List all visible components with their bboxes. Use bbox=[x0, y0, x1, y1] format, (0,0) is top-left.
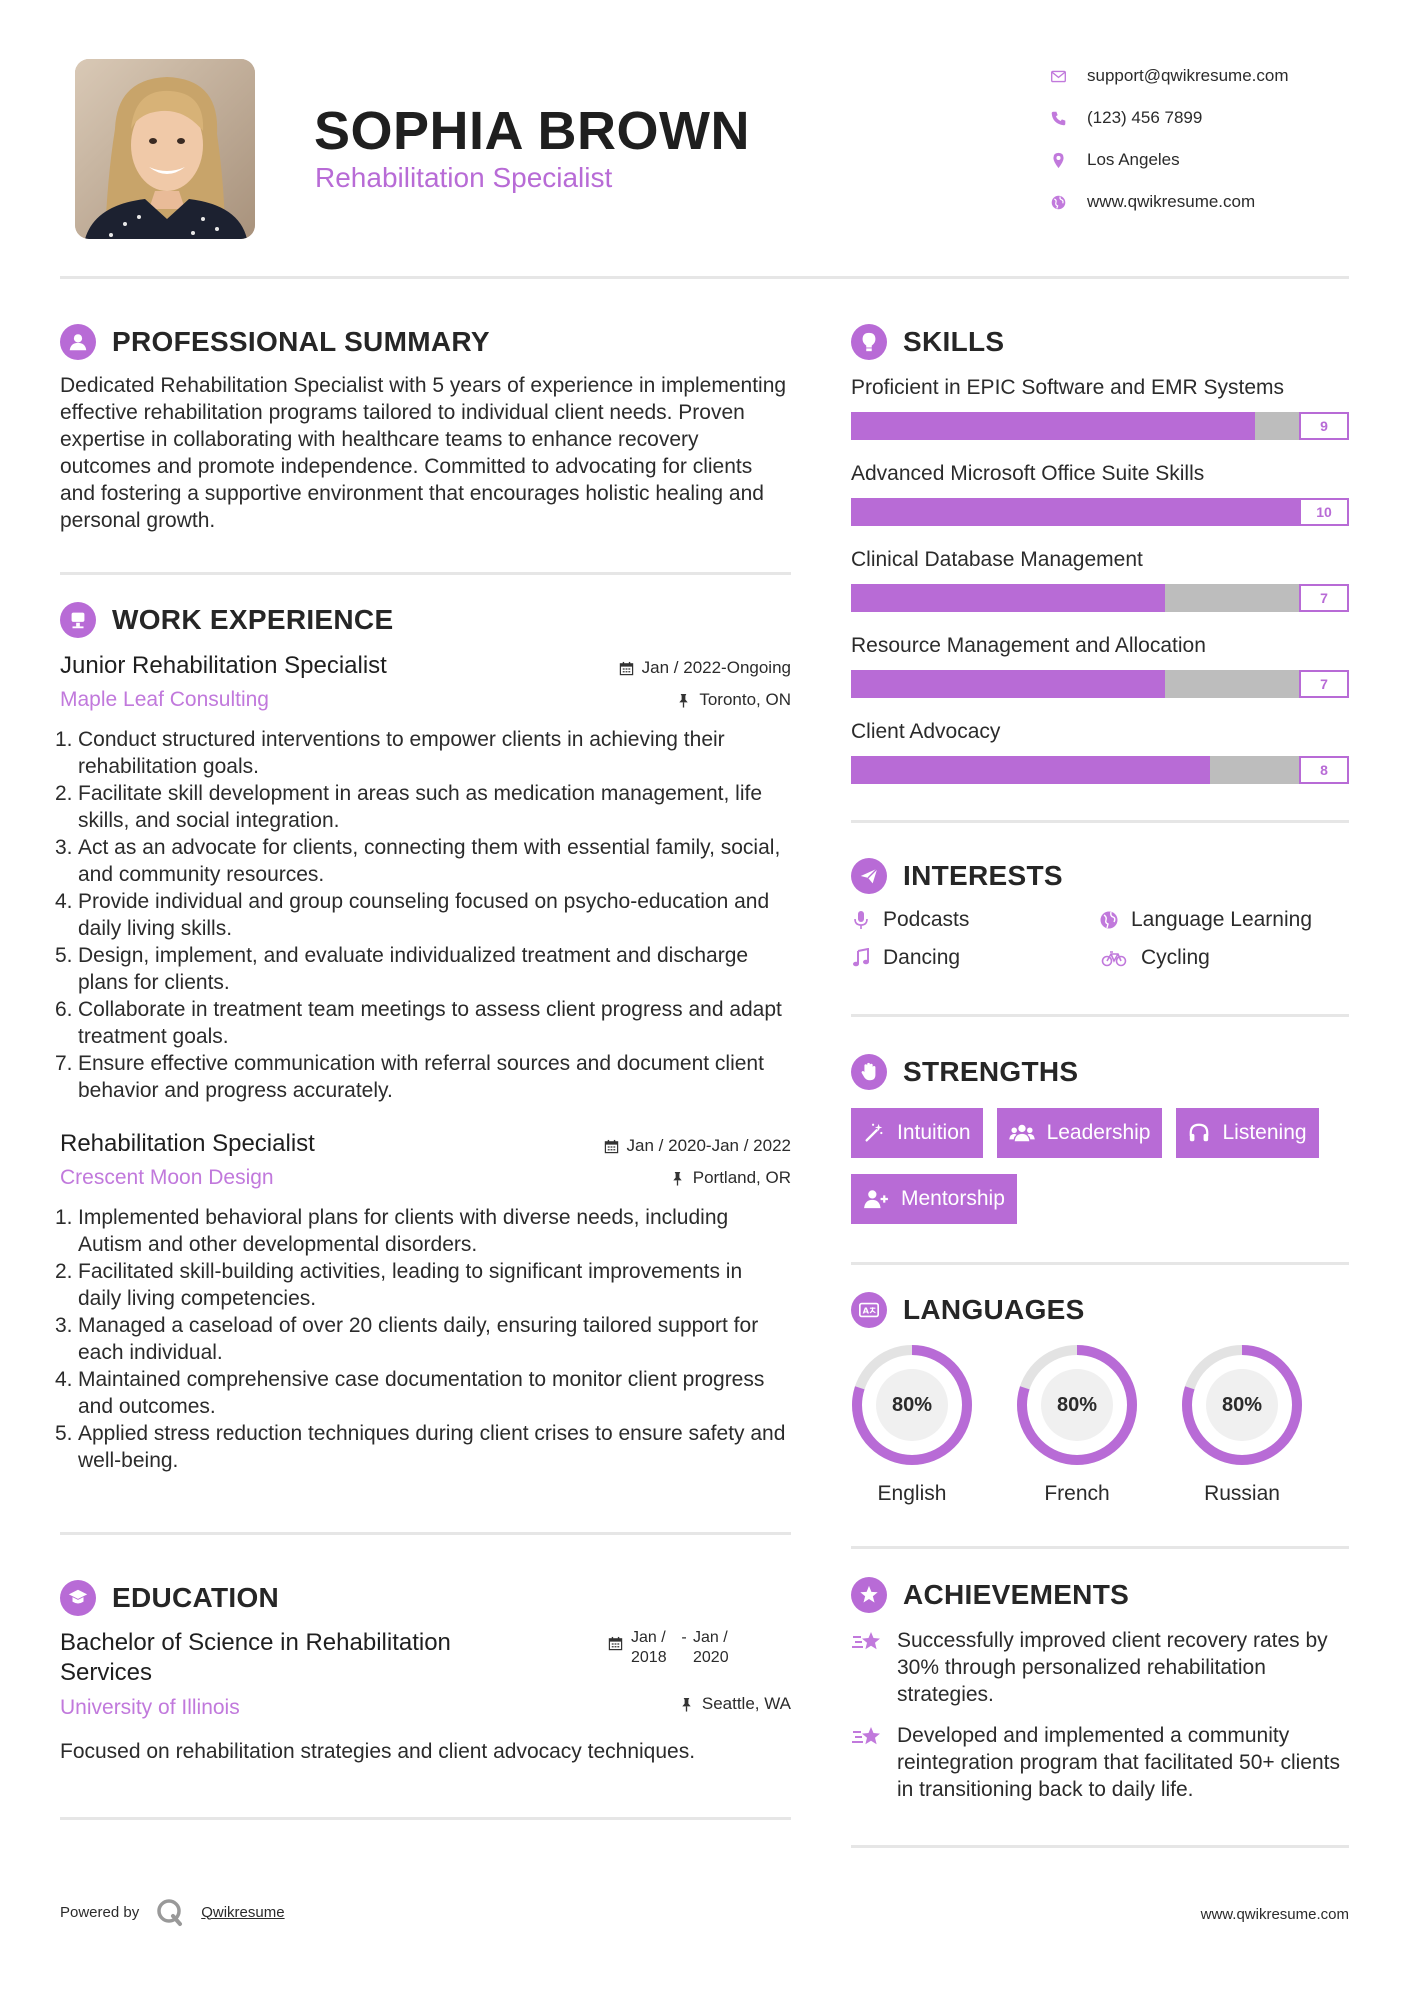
interest-item: Language Learning bbox=[1099, 908, 1349, 932]
skill-bar-segment bbox=[896, 756, 941, 784]
education-date-start: Jan / 2018 bbox=[631, 1629, 667, 1666]
language-ring bbox=[1181, 1344, 1303, 1466]
skill-bar-segment bbox=[1030, 584, 1075, 612]
interests-list bbox=[851, 908, 1349, 970]
contact-website-text: www.qwikresume.com bbox=[1087, 192, 1256, 211]
list-item: 5. Applied stress reduction techniques during client crises to ensure safety and well-being. bbox=[55, 1422, 786, 1472]
job-title: Junior Rehabilitation Specialist bbox=[60, 652, 387, 679]
contact-phone-text: (123) 456 7899 bbox=[1087, 108, 1203, 127]
skill-score: 7 bbox=[1299, 584, 1349, 612]
education-location: Seattle, WA bbox=[679, 1694, 791, 1714]
achievements-section bbox=[851, 1577, 1349, 1848]
contact-location-text: Los Angeles bbox=[1087, 150, 1180, 169]
interest-item: Podcasts bbox=[851, 908, 1099, 932]
skills-title-text: SKILLS bbox=[903, 326, 1005, 357]
languages-title-text: LANGUAGES bbox=[903, 1294, 1085, 1325]
skill-label: Proficient in EPIC Software and EMR Systems bbox=[851, 376, 1284, 399]
language-ring bbox=[1016, 1344, 1138, 1466]
skill-bar-segment bbox=[1165, 412, 1210, 440]
phone-icon bbox=[1050, 110, 1067, 127]
interest-item: Dancing bbox=[851, 946, 1099, 970]
education-divider bbox=[60, 1817, 791, 1820]
qwikresume-logo-icon bbox=[155, 1897, 185, 1927]
language-name: Russian bbox=[1204, 1482, 1280, 1505]
skill-bar-segment bbox=[941, 756, 986, 784]
skill-bar-segment bbox=[1075, 498, 1120, 526]
list-item: 1. Implemented behavioral plans for clients with diverse needs, including Autism and other developmental disorders. bbox=[55, 1206, 729, 1256]
skill-bar-segment bbox=[985, 584, 1030, 612]
list-item: 5. Design, implement, and evaluate individualized treatment and discharge plans for clients. bbox=[55, 944, 749, 994]
summary-title bbox=[60, 324, 791, 360]
work-divider bbox=[60, 1532, 791, 1535]
skill-bar-segment bbox=[1254, 584, 1299, 612]
degree-title: Bachelor of Science in Rehabilitation Services bbox=[60, 1629, 451, 1686]
skill-bar bbox=[851, 498, 1349, 526]
skill-bar-segment bbox=[1165, 498, 1210, 526]
languages-divider bbox=[851, 1546, 1349, 1549]
skill-bar-segment bbox=[985, 412, 1030, 440]
skills-section bbox=[851, 324, 1349, 823]
language-percent: 80% bbox=[891, 1393, 933, 1416]
education-date-end: Jan / 2020 bbox=[693, 1629, 729, 1666]
interests-section bbox=[851, 858, 1349, 1017]
globe-icon bbox=[1050, 194, 1067, 211]
language-ring bbox=[851, 1344, 973, 1466]
job-title: Rehabilitation Specialist bbox=[60, 1130, 315, 1157]
achievement-item: Developed and implemented a community reintegration program that facilitated 50+ clients in transitioning back to daily life. bbox=[851, 1722, 1349, 1803]
skill-bar-segment bbox=[896, 498, 941, 526]
calendar-icon bbox=[604, 1139, 619, 1154]
skill-bar-segment bbox=[1209, 584, 1254, 612]
strengths-divider bbox=[851, 1262, 1349, 1265]
skill-bar-segment bbox=[1120, 670, 1165, 698]
interests-title-text: INTERESTS bbox=[903, 860, 1063, 891]
skill-bar bbox=[851, 756, 1349, 784]
magic-wand-icon bbox=[863, 1122, 885, 1144]
language-percent: 80% bbox=[1221, 1393, 1263, 1416]
education-title-text: EDUCATION bbox=[112, 1582, 280, 1613]
profile-photo bbox=[75, 59, 255, 239]
translate-icon bbox=[851, 1292, 887, 1328]
footer-url[interactable]: www.qwikresume.com bbox=[1200, 1906, 1349, 1923]
skill-bar-segment bbox=[1254, 756, 1299, 784]
skill-bar bbox=[851, 670, 1349, 698]
skill-bar-segment bbox=[1209, 498, 1254, 526]
list-item: 3. Act as an advocate for clients, connecting them with essential family, social, and community resources. bbox=[55, 836, 781, 886]
job-company: Crescent Moon Design bbox=[60, 1166, 274, 1189]
skill-label: Advanced Microsoft Office Suite Skills bbox=[851, 462, 1205, 485]
skill-bar-segment bbox=[1075, 412, 1120, 440]
skill-bar-segment bbox=[1120, 412, 1165, 440]
summary-title-text: PROFESSIONAL SUMMARY bbox=[112, 326, 490, 357]
footer-branding bbox=[60, 1897, 285, 1927]
job-date: Jan / 2020-Jan / 2022 bbox=[604, 1136, 791, 1156]
achievements-list bbox=[851, 1627, 1349, 1803]
skill-bar-segment bbox=[896, 412, 941, 440]
languages-list bbox=[851, 1344, 1349, 1506]
skill-bar-segment bbox=[1209, 670, 1254, 698]
paper-plane-icon bbox=[851, 858, 887, 894]
skill-bar-segment bbox=[851, 498, 896, 526]
list-item: 2. Facilitate skill development in areas such as medication management, life skills, and social integration. bbox=[55, 782, 763, 832]
contact-location bbox=[1050, 139, 1380, 181]
pushpin-icon bbox=[676, 693, 691, 708]
skill-item bbox=[851, 718, 1349, 784]
candidate-name: SOPHIA BROWN bbox=[314, 101, 750, 161]
skill-bar-segment bbox=[985, 670, 1030, 698]
shooting-star-icon bbox=[851, 1724, 883, 1752]
strength-tag: Listening bbox=[1176, 1108, 1318, 1158]
skill-item bbox=[851, 374, 1349, 440]
contact-phone[interactable] bbox=[1050, 97, 1380, 139]
skill-bar-segment bbox=[1030, 670, 1075, 698]
svg-text:A: A bbox=[862, 1305, 870, 1316]
skill-label: Clinical Database Management bbox=[851, 548, 1143, 571]
languages-section bbox=[851, 1292, 1349, 1549]
skill-label: Resource Management and Allocation bbox=[851, 634, 1206, 657]
skill-bar-segment bbox=[1030, 412, 1075, 440]
list-item: 1. Conduct structured interventions to empower clients in achieving their rehabilitation goals. bbox=[55, 728, 725, 778]
contact-website[interactable] bbox=[1050, 181, 1380, 223]
interest-item: Cycling bbox=[1099, 946, 1349, 970]
list-item: 6. Collaborate in treatment team meetings to assess client progress and adapt treatment goals. bbox=[55, 998, 782, 1048]
profile-photo-image bbox=[75, 59, 255, 239]
location-pin-icon bbox=[1050, 152, 1067, 169]
skill-bar-segment bbox=[1075, 756, 1120, 784]
achievements-title bbox=[851, 1577, 1349, 1613]
achievements-divider bbox=[851, 1845, 1349, 1848]
list-item: 4. Maintained comprehensive case documentation to monitor client progress and outcomes. bbox=[55, 1368, 765, 1418]
skill-bar bbox=[851, 584, 1349, 612]
skill-bar-segment bbox=[1254, 412, 1299, 440]
interests-title bbox=[851, 858, 1349, 894]
job-company: Maple Leaf Consulting bbox=[60, 688, 269, 711]
job-1 bbox=[55, 652, 791, 1104]
skill-item bbox=[851, 460, 1349, 526]
job-date: Jan / 2022-Ongoing bbox=[619, 658, 791, 678]
mail-icon bbox=[1050, 68, 1067, 85]
skill-bar-segment bbox=[985, 498, 1030, 526]
users-icon bbox=[1009, 1122, 1035, 1144]
contact-email-text: support@qwikresume.com bbox=[1087, 66, 1289, 85]
summary-text: Dedicated Rehabilitation Specialist with 5 years of experience in implementing effective rehabilitation programs tailored to individual client needs. Proven expertise in collaborating with healthcare teams to enhance recovery outcomes and promote independence. Committed to advocating for clients and fostering a supportive environment that encourages holistic healing and personal growth. bbox=[60, 374, 787, 532]
job-location: Portland, OR bbox=[670, 1168, 791, 1188]
skill-bar-segment bbox=[1075, 670, 1120, 698]
list-item: 7. Ensure effective communication with referral sources and document client behavior and progress accurately. bbox=[55, 1052, 764, 1102]
skill-bar-segment bbox=[941, 670, 986, 698]
skill-bar bbox=[851, 412, 1349, 440]
star-badge-icon bbox=[851, 1577, 887, 1613]
achievement-item: Successfully improved client recovery rates by 30% through personalized rehabilitation strategies. bbox=[851, 1627, 1349, 1708]
strengths-section bbox=[851, 1054, 1349, 1265]
skill-bar-segment bbox=[1030, 756, 1075, 784]
interests-divider bbox=[851, 1014, 1349, 1017]
user-plus-icon bbox=[863, 1188, 889, 1210]
skill-bar-segment bbox=[1120, 756, 1165, 784]
skill-bar-segment bbox=[851, 756, 896, 784]
skill-item bbox=[851, 632, 1349, 698]
list-item: 4. Provide individual and group counseling focused on psycho-education and daily living skills. bbox=[55, 890, 770, 940]
shooting-star-icon bbox=[851, 1629, 883, 1657]
skill-bar-segment bbox=[851, 670, 896, 698]
summary-divider bbox=[60, 572, 791, 575]
skills-list bbox=[851, 374, 1349, 784]
calendar-icon bbox=[619, 661, 634, 676]
job-duties bbox=[55, 726, 791, 1104]
graduation-icon bbox=[60, 1580, 96, 1616]
strength-tag: Leadership bbox=[997, 1108, 1163, 1158]
list-item: 3. Managed a caseload of over 20 clients daily, ensuring tailored support for each individual. bbox=[55, 1314, 759, 1364]
language-item bbox=[851, 1344, 1016, 1506]
job-2 bbox=[55, 1130, 791, 1474]
skill-bar-segment bbox=[1165, 670, 1210, 698]
school-name: University of Illinois bbox=[60, 1696, 240, 1719]
candidate-role: Rehabilitation Specialist bbox=[315, 162, 613, 193]
skill-bar-segment bbox=[1165, 756, 1210, 784]
skill-bar-segment bbox=[941, 584, 986, 612]
achievements-title-text: ACHIEVEMENTS bbox=[903, 1579, 1130, 1610]
headphones-icon bbox=[1188, 1122, 1210, 1144]
education-title bbox=[60, 1580, 791, 1616]
skill-bar-segment bbox=[941, 498, 986, 526]
header-divider bbox=[60, 276, 1349, 279]
work-title-text: WORK EXPERIENCE bbox=[112, 604, 394, 635]
skill-bar-segment bbox=[1209, 412, 1254, 440]
strengths-list bbox=[851, 1108, 1349, 1224]
skill-bar-segment bbox=[896, 584, 941, 612]
strengths-title-text: STRENGTHS bbox=[903, 1056, 1079, 1087]
briefcase-icon bbox=[60, 602, 96, 638]
skill-bar-segment bbox=[1030, 498, 1075, 526]
pushpin-icon bbox=[670, 1171, 685, 1186]
skill-score: 9 bbox=[1299, 412, 1349, 440]
skill-bar-segment bbox=[896, 670, 941, 698]
list-item: 2. Facilitated skill-building activities, leading to significant improvements in daily living competencies. bbox=[55, 1260, 743, 1310]
language-name: English bbox=[877, 1482, 947, 1505]
skill-score: 10 bbox=[1299, 498, 1349, 526]
skill-bar-segment bbox=[1254, 670, 1299, 698]
skill-bar-segment bbox=[941, 412, 986, 440]
language-item bbox=[1016, 1344, 1181, 1506]
education-section bbox=[60, 1580, 791, 1820]
contact-email[interactable] bbox=[1050, 55, 1380, 97]
summary-section bbox=[60, 324, 791, 575]
pushpin-icon bbox=[679, 1697, 694, 1712]
skill-bar-segment bbox=[851, 584, 896, 612]
skills-title bbox=[851, 324, 1349, 360]
skill-bar-segment bbox=[1209, 756, 1254, 784]
skill-bar-segment bbox=[1120, 498, 1165, 526]
contact-list bbox=[1050, 55, 1380, 223]
education-dates: Jan / 2018 - Jan / 2020 bbox=[608, 1628, 737, 1668]
education-description: Focused on rehabilitation strategies and client advocacy techniques. bbox=[60, 1740, 696, 1763]
calendar-icon bbox=[608, 1636, 623, 1651]
skills-divider bbox=[851, 820, 1349, 823]
skill-bar-segment bbox=[1254, 498, 1299, 526]
languages-title bbox=[851, 1292, 1349, 1328]
language-name: French bbox=[1044, 1482, 1110, 1505]
skill-bar-segment bbox=[851, 412, 896, 440]
bicycle-icon bbox=[1099, 948, 1129, 968]
strength-tag: Intuition bbox=[851, 1108, 983, 1158]
language-item bbox=[1181, 1344, 1346, 1506]
globe-icon bbox=[1099, 910, 1119, 930]
work-section bbox=[55, 602, 791, 1535]
work-title bbox=[60, 602, 791, 638]
lightbulb-icon bbox=[851, 324, 887, 360]
music-note-icon bbox=[851, 948, 871, 968]
job-duties bbox=[55, 1204, 791, 1474]
skill-score: 7 bbox=[1299, 670, 1349, 698]
microphone-icon bbox=[851, 910, 871, 930]
skill-bar-segment bbox=[1120, 584, 1165, 612]
brand-link[interactable]: Qwikresume bbox=[201, 1903, 285, 1921]
strengths-title bbox=[851, 1054, 1349, 1090]
job-location: Toronto, ON bbox=[676, 690, 791, 710]
skill-bar-segment bbox=[1075, 584, 1120, 612]
skill-label: Client Advocacy bbox=[851, 720, 1001, 743]
powered-by-text: Powered by bbox=[60, 1903, 140, 1921]
skill-score: 8 bbox=[1299, 756, 1349, 784]
skill-item bbox=[851, 546, 1349, 612]
hand-icon bbox=[851, 1054, 887, 1090]
language-percent: 80% bbox=[1056, 1393, 1098, 1416]
skill-bar-segment bbox=[1165, 584, 1210, 612]
strength-tag: Mentorship bbox=[851, 1174, 1017, 1224]
skill-bar-segment bbox=[985, 756, 1030, 784]
user-icon bbox=[60, 324, 96, 360]
